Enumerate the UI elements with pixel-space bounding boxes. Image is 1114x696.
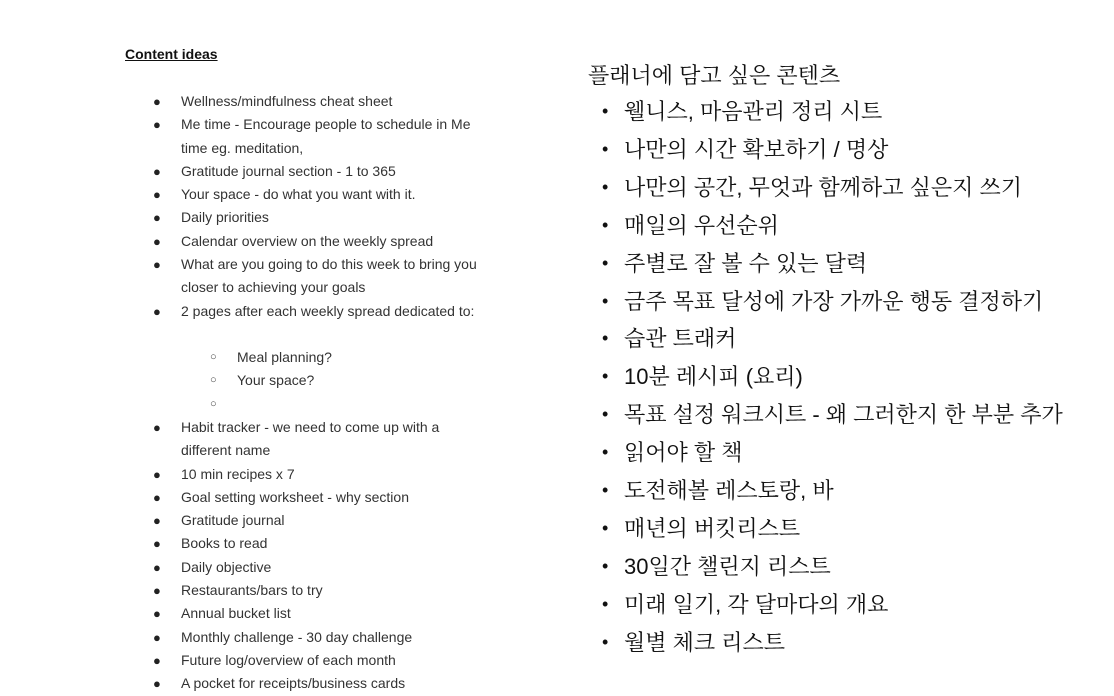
list-item bbox=[0, 253, 491, 300]
list-item bbox=[0, 532, 491, 555]
bullet-icon: ● bbox=[153, 652, 161, 668]
list-item bbox=[560, 434, 1114, 472]
list-item bbox=[560, 93, 1114, 131]
bullet-icon: • bbox=[602, 214, 609, 235]
content-ideas-list bbox=[0, 90, 560, 323]
list-item-text: 매일의 우선순위 bbox=[624, 212, 779, 238]
list-item bbox=[0, 602, 491, 625]
list-item bbox=[560, 169, 1114, 207]
bullet-icon: • bbox=[602, 480, 609, 501]
bullet-icon: • bbox=[602, 404, 609, 425]
bullet-icon: • bbox=[602, 442, 609, 463]
list-item-text: Me time - Encourage people to schedule in Me time eg. meditation, bbox=[181, 116, 471, 156]
bullet-icon: ● bbox=[153, 629, 161, 645]
list-item bbox=[0, 672, 491, 695]
list-item bbox=[560, 624, 1114, 662]
bullet-icon: ● bbox=[153, 559, 161, 575]
list-item-text: 10 min recipes x 7 bbox=[181, 465, 295, 482]
list-item bbox=[0, 486, 491, 509]
bullet-icon: • bbox=[602, 631, 609, 652]
list-item-text: 나만의 시간 확보하기 / 명상 bbox=[624, 136, 889, 162]
list-item bbox=[560, 510, 1114, 548]
list-item bbox=[0, 230, 491, 253]
list-item-text: 월별 체크 리스트 bbox=[624, 629, 785, 655]
list-item-text: Gratitude journal bbox=[181, 512, 285, 529]
bullet-icon: ● bbox=[153, 606, 161, 622]
list-item bbox=[0, 579, 491, 602]
korean-content-list bbox=[560, 93, 1114, 662]
list-item-text: Daily objective bbox=[181, 558, 272, 575]
list-item-text: Future log/overview of each month bbox=[181, 651, 396, 668]
list-item-text: Habit tracker - we need to come up with a different name bbox=[181, 419, 440, 459]
list-item-text: Monthly challenge - 30 day challenge bbox=[181, 628, 413, 645]
sub-bullet-icon: ○ bbox=[210, 374, 217, 387]
bullet-icon: • bbox=[602, 328, 609, 349]
list-item bbox=[0, 183, 491, 206]
list-item-text: 읽어야 할 책 bbox=[624, 440, 743, 466]
bullet-icon: • bbox=[602, 176, 609, 197]
list-item-text: 미래 일기, 각 달마다의 개요 bbox=[624, 591, 889, 617]
list-item bbox=[0, 113, 491, 160]
bullet-icon: ● bbox=[153, 676, 161, 692]
list-item-text: 도전해볼 레스토랑, 바 bbox=[624, 478, 834, 504]
list-item bbox=[0, 626, 491, 649]
list-item-text: 습관 트래커 bbox=[624, 326, 737, 352]
sub-list-item-text: Meal planning? bbox=[237, 349, 332, 365]
list-item-text: 나만의 공간, 무엇과 함께하고 싶은지 쓰기 bbox=[624, 174, 1022, 200]
list-item-text: 웰니스, 마음관리 정리 시트 bbox=[624, 99, 883, 124]
list-item bbox=[560, 245, 1114, 283]
list-item bbox=[0, 300, 491, 323]
list-item-text: Restaurants/bars to try bbox=[181, 582, 323, 599]
list-item bbox=[560, 586, 1114, 624]
list-item bbox=[560, 548, 1114, 586]
list-item bbox=[0, 90, 491, 113]
bullet-icon: ● bbox=[153, 233, 161, 249]
list-item-text: Annual bucket list bbox=[181, 605, 291, 622]
sub-list-item bbox=[181, 346, 487, 369]
bullet-icon: • bbox=[602, 555, 609, 576]
sub-bullet-icon: ○ bbox=[210, 397, 217, 410]
bullet-icon: ● bbox=[153, 420, 161, 435]
list-item-text: 2 pages after each weekly spread dedicated to: bbox=[181, 302, 475, 319]
list-item bbox=[0, 509, 491, 532]
bullet-icon: • bbox=[602, 101, 609, 121]
list-item bbox=[0, 463, 491, 486]
bullet-icon: ● bbox=[153, 210, 161, 226]
list-item bbox=[0, 556, 491, 579]
list-item-text: A pocket for receipts/business cards bbox=[181, 675, 406, 692]
list-item-text: Wellness/mindfulness cheat sheet bbox=[181, 93, 393, 109]
bullet-icon: • bbox=[602, 252, 609, 273]
bullet-icon: ● bbox=[153, 163, 161, 179]
bullet-icon: ● bbox=[153, 117, 161, 133]
bullet-icon: ● bbox=[153, 94, 161, 109]
list-item bbox=[0, 416, 491, 463]
bullet-icon: ● bbox=[153, 583, 161, 599]
list-item-text: What are you going to do this week to bring you closer to achieving your goals bbox=[181, 256, 477, 296]
list-item bbox=[0, 206, 491, 229]
sub-list-item bbox=[181, 369, 487, 392]
list-item-text: Your space - do what you want with it. bbox=[181, 186, 416, 203]
sub-list-item bbox=[181, 393, 487, 416]
bullet-icon: ● bbox=[153, 513, 161, 529]
list-item-text: 주별로 잘 볼 수 있는 달력 bbox=[624, 250, 868, 276]
list-item-text: Calendar overview on the weekly spread bbox=[181, 232, 434, 249]
list-item-text: 매년의 버킷리스트 bbox=[624, 515, 801, 541]
list-item-text: 목표 설정 워크시트 - 왜 그러한지 한 부분 추가 bbox=[624, 402, 1063, 428]
korean-content-column bbox=[560, 0, 1114, 694]
list-item-text: 10분 레시피 (요리) bbox=[624, 364, 803, 390]
bullet-icon: ● bbox=[153, 489, 161, 505]
sub-bullet-icon: ○ bbox=[210, 351, 217, 363]
bullet-icon: ● bbox=[153, 257, 161, 273]
bullet-icon: • bbox=[602, 366, 609, 387]
content-ideas-list-continued bbox=[0, 416, 560, 696]
bullet-icon: • bbox=[602, 138, 609, 159]
list-item bbox=[0, 649, 491, 672]
list-item-text: Goal setting worksheet - why section bbox=[181, 488, 409, 505]
bullet-icon: ● bbox=[153, 303, 161, 319]
list-item bbox=[560, 396, 1114, 434]
list-item bbox=[560, 358, 1114, 396]
list-item bbox=[560, 320, 1114, 358]
weekly-spread-subitems bbox=[181, 346, 487, 416]
list-item-text: Daily priorities bbox=[181, 209, 269, 226]
content-ideas-heading: Content ideas bbox=[125, 46, 218, 62]
list-item-text: Books to read bbox=[181, 535, 268, 552]
bullet-icon: ● bbox=[153, 187, 161, 203]
bullet-icon: • bbox=[602, 593, 609, 614]
bullet-icon: ● bbox=[153, 466, 161, 482]
list-item-text: 30일간 챌린지 리스트 bbox=[624, 553, 831, 579]
list-item bbox=[0, 160, 491, 183]
list-item-text: Gratitude journal section - 1 to 365 bbox=[181, 162, 396, 179]
list-item bbox=[560, 131, 1114, 169]
sub-list-item-text: Your space? bbox=[237, 372, 315, 389]
list-item bbox=[560, 283, 1114, 321]
bullet-icon: • bbox=[602, 517, 609, 538]
list-item bbox=[560, 207, 1114, 245]
korean-heading: 플래너에 담고 싶은 콘텐츠 bbox=[588, 63, 841, 88]
list-item bbox=[560, 472, 1114, 510]
list-item-text: 금주 목표 달성에 가장 가까운 행동 결정하기 bbox=[624, 288, 1044, 314]
bullet-icon: ● bbox=[153, 536, 161, 552]
bullet-icon: • bbox=[602, 290, 609, 311]
